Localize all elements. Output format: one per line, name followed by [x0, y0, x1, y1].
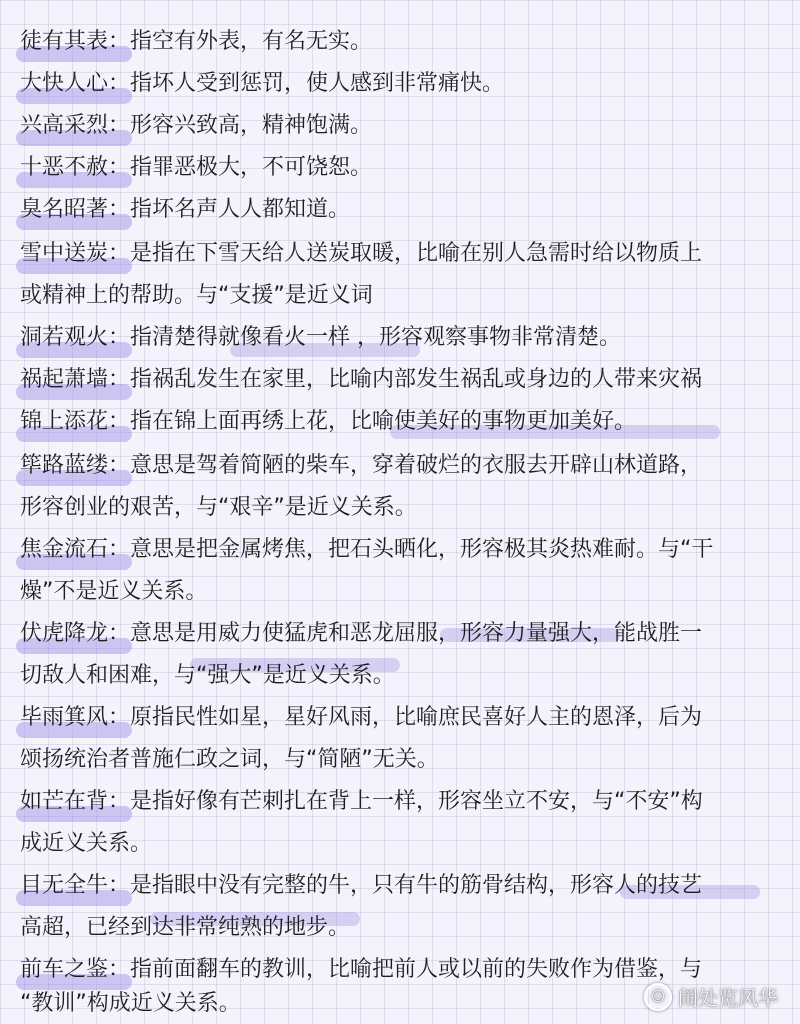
idiom-definition: 指在锦上面再绣上花，比喻使美好的事物更加美好。 [130, 409, 637, 434]
watermark-text: 闹处览风华 [678, 986, 778, 1010]
idiom-definition: 成近义关系。 [20, 831, 153, 856]
idiom-definition: 意思是用威力使猛虎和恶龙屈服，形容力量强大，能战胜一 [130, 621, 703, 646]
idiom-definition: 指罪恶极大，不可饶恕。 [130, 155, 373, 180]
idiom-definition: 或精神上的帮助。与“支援”是近义词 [20, 283, 373, 308]
idiom-term: 目无全牛： [20, 873, 131, 898]
continuation-line [20, 908, 790, 948]
idiom-definition: 指空有外表，有名无实。 [130, 29, 373, 54]
idiom-definition: 指坏名声人人都知道。 [130, 197, 351, 222]
idiom-definition: 形容兴致高，精神饱满。 [130, 113, 373, 138]
entry-line [20, 318, 790, 358]
idiom-definition: 原指民性如星，星好风雨，比喻庶民喜好人主的恩泽，后为 [130, 705, 703, 730]
entry-line [20, 234, 790, 274]
idiom-definition: 是指眼中没有完整的牛，只有牛的筋骨结构，形容人的技艺 [130, 873, 703, 898]
continuation-line [20, 276, 790, 316]
continuation-line [20, 656, 790, 696]
entry-line [20, 22, 790, 62]
entry-line [20, 782, 790, 822]
entry-line [20, 64, 790, 104]
entry-line [20, 402, 790, 442]
idiom-term: 筚路蓝缕： [20, 453, 131, 478]
idiom-term: 兴高采烈： [20, 113, 131, 138]
idiom-term: 前车之鉴： [20, 957, 131, 982]
entry-line [20, 530, 790, 570]
idiom-definition: 指祸乱发生在家里，比喻内部发生祸乱或身边的人带来灾祸 [130, 367, 703, 392]
idiom-term: 徒有其表： [20, 29, 131, 54]
entry-line [20, 148, 790, 188]
entry-line [20, 190, 790, 230]
idiom-definition: 指坏人受到惩罚，使人感到非常痛快。 [130, 71, 505, 96]
entry-line [20, 698, 790, 738]
entry-line [20, 446, 790, 486]
watermark [644, 982, 778, 1011]
idiom-term: 大快人心： [20, 71, 131, 96]
continuation-line [20, 824, 790, 864]
idiom-definition: 燥”不是近义关系。 [20, 579, 208, 604]
idiom-definition: 形容创业的艰苦，与“艰辛”是近义关系。 [20, 495, 417, 520]
idiom-definition: 意思是把金属烤焦，把石头晒化，形容极其炎热难耐。与“干 [130, 537, 714, 562]
idiom-term: 雪中送炭： [20, 241, 131, 266]
idiom-term: 十恶不赦： [20, 155, 131, 180]
idiom-term: 焦金流石： [20, 537, 131, 562]
idiom-term: 伏虎降龙： [20, 621, 131, 646]
idiom-definition: “教训”构成近义关系。 [20, 991, 241, 1016]
idiom-term: 如芒在背： [20, 789, 131, 814]
entry-line [20, 360, 790, 400]
idiom-definition: 指前面翻车的教训，比喻把前人或以前的失败作为借鉴，与 [130, 957, 703, 982]
continuation-line [20, 488, 790, 528]
entry-line [20, 106, 790, 146]
entry-line [20, 614, 790, 654]
idiom-term: 锦上添花： [20, 409, 131, 434]
idiom-definition: 是指好像有芒刺扎在背上一样，形容坐立不安，与“不安”构 [130, 789, 703, 814]
idiom-definition: 高超，已经到达非常纯熟的地步。 [20, 915, 351, 940]
idiom-definition: 意思是驾着简陋的柴车，穿着破烂的衣服去开辟山林道路， [130, 453, 703, 478]
idiom-definition: 颂扬统治者普施仁政之词，与“简陋”无关。 [20, 747, 439, 772]
continuation-line [20, 572, 790, 612]
idiom-term: 洞若观火： [20, 325, 131, 350]
idiom-definition: 是指在下雪天给人送炭取暖，比喻在别人急需时给以物质上 [130, 241, 703, 266]
idiom-definition: 切敌人和困难，与“强大”是近义关系。 [20, 663, 395, 688]
idiom-term: 臭名昭著： [20, 197, 131, 222]
entry-line [20, 866, 790, 906]
idiom-definition: 指清楚得就像看火一样 ，形容观察事物非常清楚。 [130, 325, 622, 350]
idiom-term: 祸起萧墙： [20, 367, 131, 392]
watermark-logo-icon: ☺ [644, 983, 672, 1011]
idiom-term: 毕雨箕风： [20, 705, 131, 730]
continuation-line [20, 740, 790, 780]
